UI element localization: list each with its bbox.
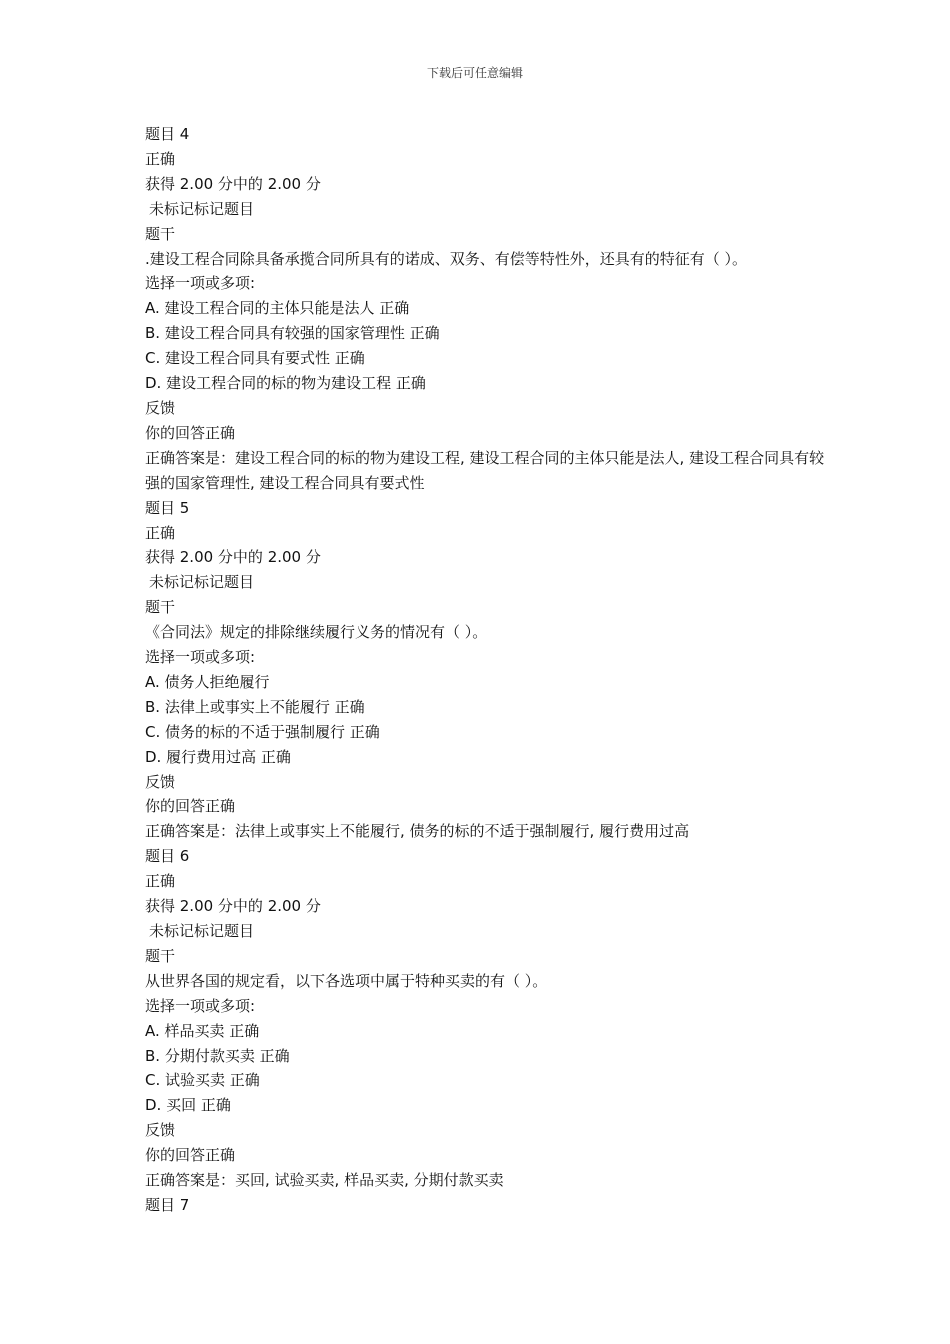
stem-label: 题干	[145, 946, 176, 965]
question-block	[145, 1193, 825, 1218]
question-score: 获得 2.00 分中的 2.00 分	[145, 174, 321, 193]
answer-option: C. 试验买卖 正确	[145, 1071, 260, 1090]
answer-option: B. 建设工程合同具有较强的国家管理性 正确	[145, 324, 440, 343]
answer-option: D. 建设工程合同的标的物为建设工程 正确	[145, 374, 426, 393]
question-stem: 从世界各国的规定看，以下各选项中属于特种买卖的有（ ）。	[145, 971, 548, 990]
question-number: 题目 4	[145, 125, 190, 143]
answer-instruction: 选择一项或多项:	[145, 274, 256, 293]
flag-question-link[interactable]: 未标记标记题目	[149, 199, 255, 218]
your-answer-result: 你的回答正确	[145, 1146, 236, 1165]
flag-question-link[interactable]: 未标记标记题目	[149, 573, 255, 592]
question-number: 题目 5	[145, 498, 190, 517]
question-status: 正确	[145, 149, 176, 168]
question-score: 获得 2.00 分中的 2.00 分	[145, 548, 321, 567]
question-block	[145, 496, 825, 845]
answer-option: B. 法律上或事实上不能履行 正确	[145, 697, 365, 716]
question-number: 题目 6	[145, 847, 190, 866]
question-score: 获得 2.00 分中的 2.00 分	[145, 897, 321, 916]
question-stem: 《合同法》规定的排除继续履行义务的情况有（ ）。	[145, 623, 488, 642]
answer-option: B. 分期付款买卖 正确	[145, 1046, 290, 1065]
stem-label: 题干	[145, 598, 176, 617]
feedback-label: 反馈	[145, 1121, 176, 1140]
feedback-label: 反馈	[145, 772, 176, 791]
correct-answer: 正确答案是：法律上或事实上不能履行, 债务的标的不适于强制履行, 履行费用过高	[145, 822, 690, 841]
answer-option: A. 样品买卖 正确	[145, 1021, 260, 1040]
question-status: 正确	[145, 872, 176, 891]
question-number: 题目 7	[145, 1195, 190, 1214]
answer-option: A. 建设工程合同的主体只能是法人 正确	[145, 299, 410, 318]
answer-option: C. 建设工程合同具有要式性 正确	[145, 349, 365, 368]
your-answer-result: 你的回答正确	[145, 797, 236, 816]
answer-instruction: 选择一项或多项:	[145, 648, 256, 667]
answer-option: C. 债务的标的不适于强制履行 正确	[145, 722, 380, 741]
question-status: 正确	[145, 523, 176, 542]
correct-answer: 正确答案是：建设工程合同的标的物为建设工程, 建设工程合同的主体只能是法人, 建设工程合同具有较强的国家管理性, 建设工程合同具有要式性	[145, 448, 825, 492]
question-block	[145, 844, 825, 1193]
page-header-note: 下载后可任意编辑	[426, 66, 523, 80]
answer-option: D. 履行费用过高 正确	[145, 747, 291, 766]
question-block	[145, 122, 825, 496]
your-answer-result: 你的回答正确	[145, 423, 236, 442]
document-body	[145, 122, 825, 1218]
answer-option: D. 买回 正确	[145, 1096, 231, 1115]
feedback-label: 反馈	[145, 398, 176, 417]
question-stem: .建设工程合同除具备承揽合同所具有的诺成、双务、有偿等特性外，还具有的特征有（ ）。	[145, 249, 748, 268]
flag-question-link[interactable]: 未标记标记题目	[149, 922, 255, 940]
answer-instruction: 选择一项或多项:	[145, 996, 256, 1015]
answer-option: A. 债务人拒绝履行	[145, 672, 270, 691]
correct-answer: 正确答案是：买回, 试验买卖, 样品买卖, 分期付款买卖	[145, 1171, 504, 1190]
stem-label: 题干	[145, 224, 176, 243]
